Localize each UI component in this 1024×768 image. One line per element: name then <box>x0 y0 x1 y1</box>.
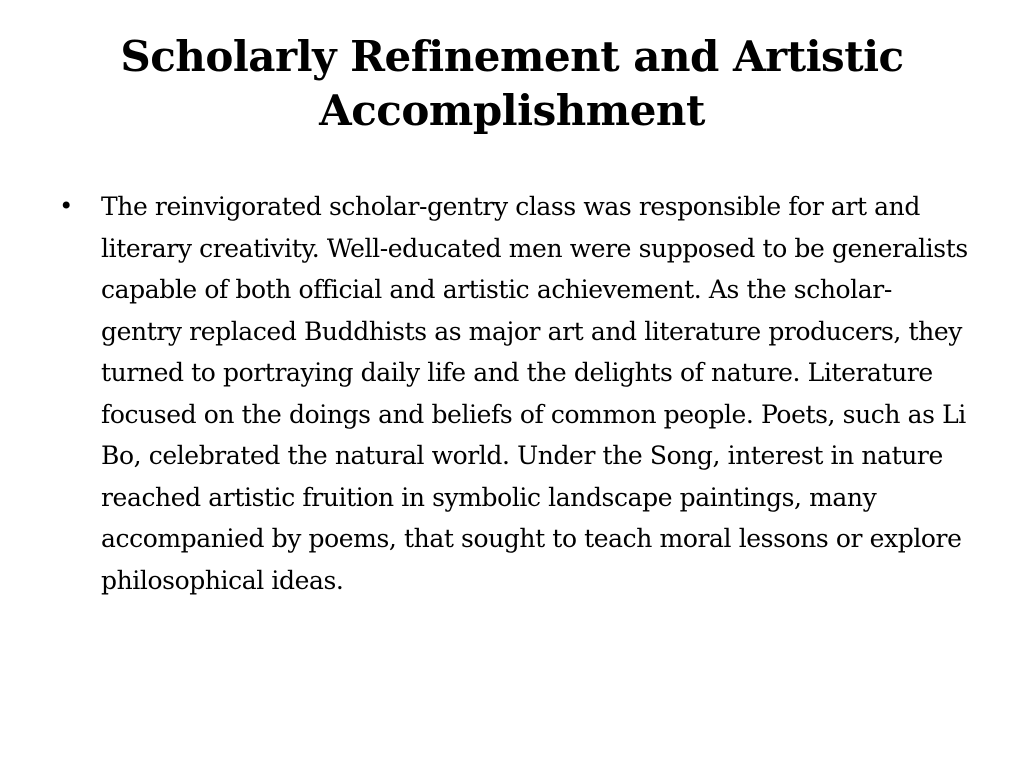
bullet-icon: • <box>59 192 73 220</box>
bullet-list <box>56 186 968 601</box>
bullet-text: The reinvigorated scholar-gentry class was responsible for art and literary creativity. Well-educated men were supposed to be generalists capable of both official and artistic achievement. As the scholar-gentry replaced Buddhists as major art and literature producers, they turned to portraying daily life and the delights of nature. Literature focused on the doings and beliefs of common people. Poets, such as Li Bo, celebrated the natural world. Under the Song, interest in nature reached artistic fruition in symbolic landscape paintings, many accompanied by poems, that sought to teach moral lessons or explore philosophical ideas. <box>101 192 968 595</box>
bullet-item <box>56 186 968 601</box>
slide-title: Scholarly Refinement and Artistic Accomplishment <box>120 32 904 135</box>
